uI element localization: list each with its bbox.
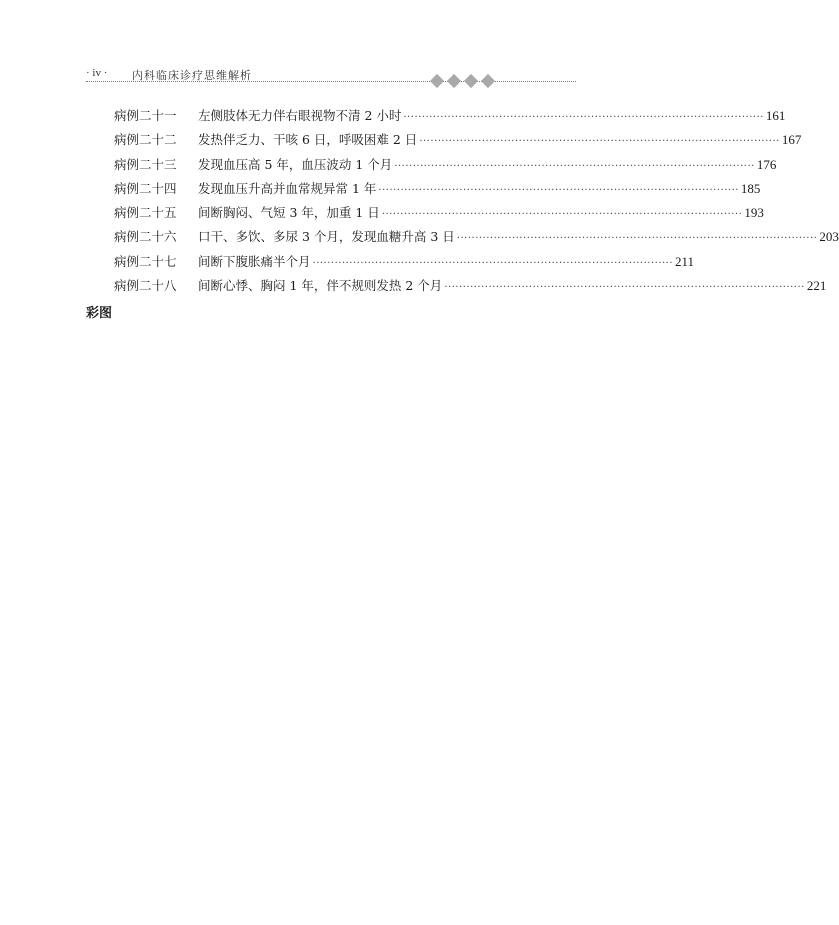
- dot-leader: ··································································································: [394, 160, 755, 172]
- dot-leader: ··································································································: [444, 282, 805, 294]
- toc-entry[interactable]: [114, 179, 761, 203]
- toc-entry[interactable]: [114, 155, 777, 179]
- diamond-ornament-icon: [430, 73, 498, 89]
- case-label: 病例二十四: [114, 180, 177, 196]
- page-ref: 203: [819, 229, 839, 245]
- table-of-contents: [114, 106, 839, 300]
- toc-entry[interactable]: [114, 130, 802, 154]
- running-title: 内科临床诊疗思维解析: [132, 69, 252, 82]
- page-ref: 185: [740, 180, 761, 196]
- dot-leader: ··································································································: [378, 184, 739, 196]
- toc-entry[interactable]: [114, 276, 827, 300]
- case-title: 口干、多饮、多尿 3 个月，发现血糖升高 3 日: [198, 229, 455, 245]
- page-number: · iv ·: [86, 67, 108, 79]
- dot-leader: ··································································································: [456, 233, 818, 245]
- page-ref: 176: [756, 156, 777, 172]
- case-title: 发现血压高 5 年，血压波动 1 个月: [198, 156, 393, 172]
- case-label: 病例二十八: [114, 278, 177, 294]
- toc-entry[interactable]: [114, 203, 764, 227]
- dot-leader: ··································································································: [419, 136, 780, 148]
- page-ref: 221: [806, 278, 827, 294]
- case-title: 发现血压升高并血常规异常 1 年: [198, 180, 377, 196]
- running-header: [86, 64, 576, 86]
- case-title: 间断下腹胀痛半个月: [198, 253, 311, 269]
- page-ref: 211: [675, 253, 695, 269]
- case-label: 病例二十七: [114, 253, 177, 269]
- case-title: 间断胸闷、气短 3 年，加重 1 日: [198, 205, 380, 221]
- toc-entry[interactable]: [114, 106, 786, 130]
- case-label: 病例二十五: [114, 205, 177, 221]
- page-ref: 167: [781, 132, 802, 148]
- section-heading-color-plates[interactable]: 彩图: [86, 306, 113, 321]
- header-rule: [86, 81, 576, 82]
- case-title: 间断心悸、胸闷 1 年，伴不规则发热 2 个月: [198, 278, 443, 294]
- dot-leader: ··································································································: [312, 257, 674, 269]
- toc-entry[interactable]: [114, 227, 839, 251]
- page-ref: 161: [765, 108, 786, 123]
- toc-entry[interactable]: [114, 252, 695, 276]
- case-label: 病例二十三: [114, 156, 177, 172]
- page-ref: 193: [744, 205, 764, 221]
- case-label: 病例二十二: [114, 132, 177, 148]
- dot-leader: ··································································································: [381, 209, 743, 221]
- dot-leader: ··································································································: [403, 112, 764, 123]
- case-label: 病例二十六: [114, 229, 177, 245]
- case-label: 病例二十一: [114, 108, 177, 123]
- case-title: 左侧肢体无力伴右眼视物不清 2 小时: [198, 108, 402, 123]
- case-title: 发热伴乏力、干咳 6 日，呼吸困难 2 日: [198, 132, 418, 148]
